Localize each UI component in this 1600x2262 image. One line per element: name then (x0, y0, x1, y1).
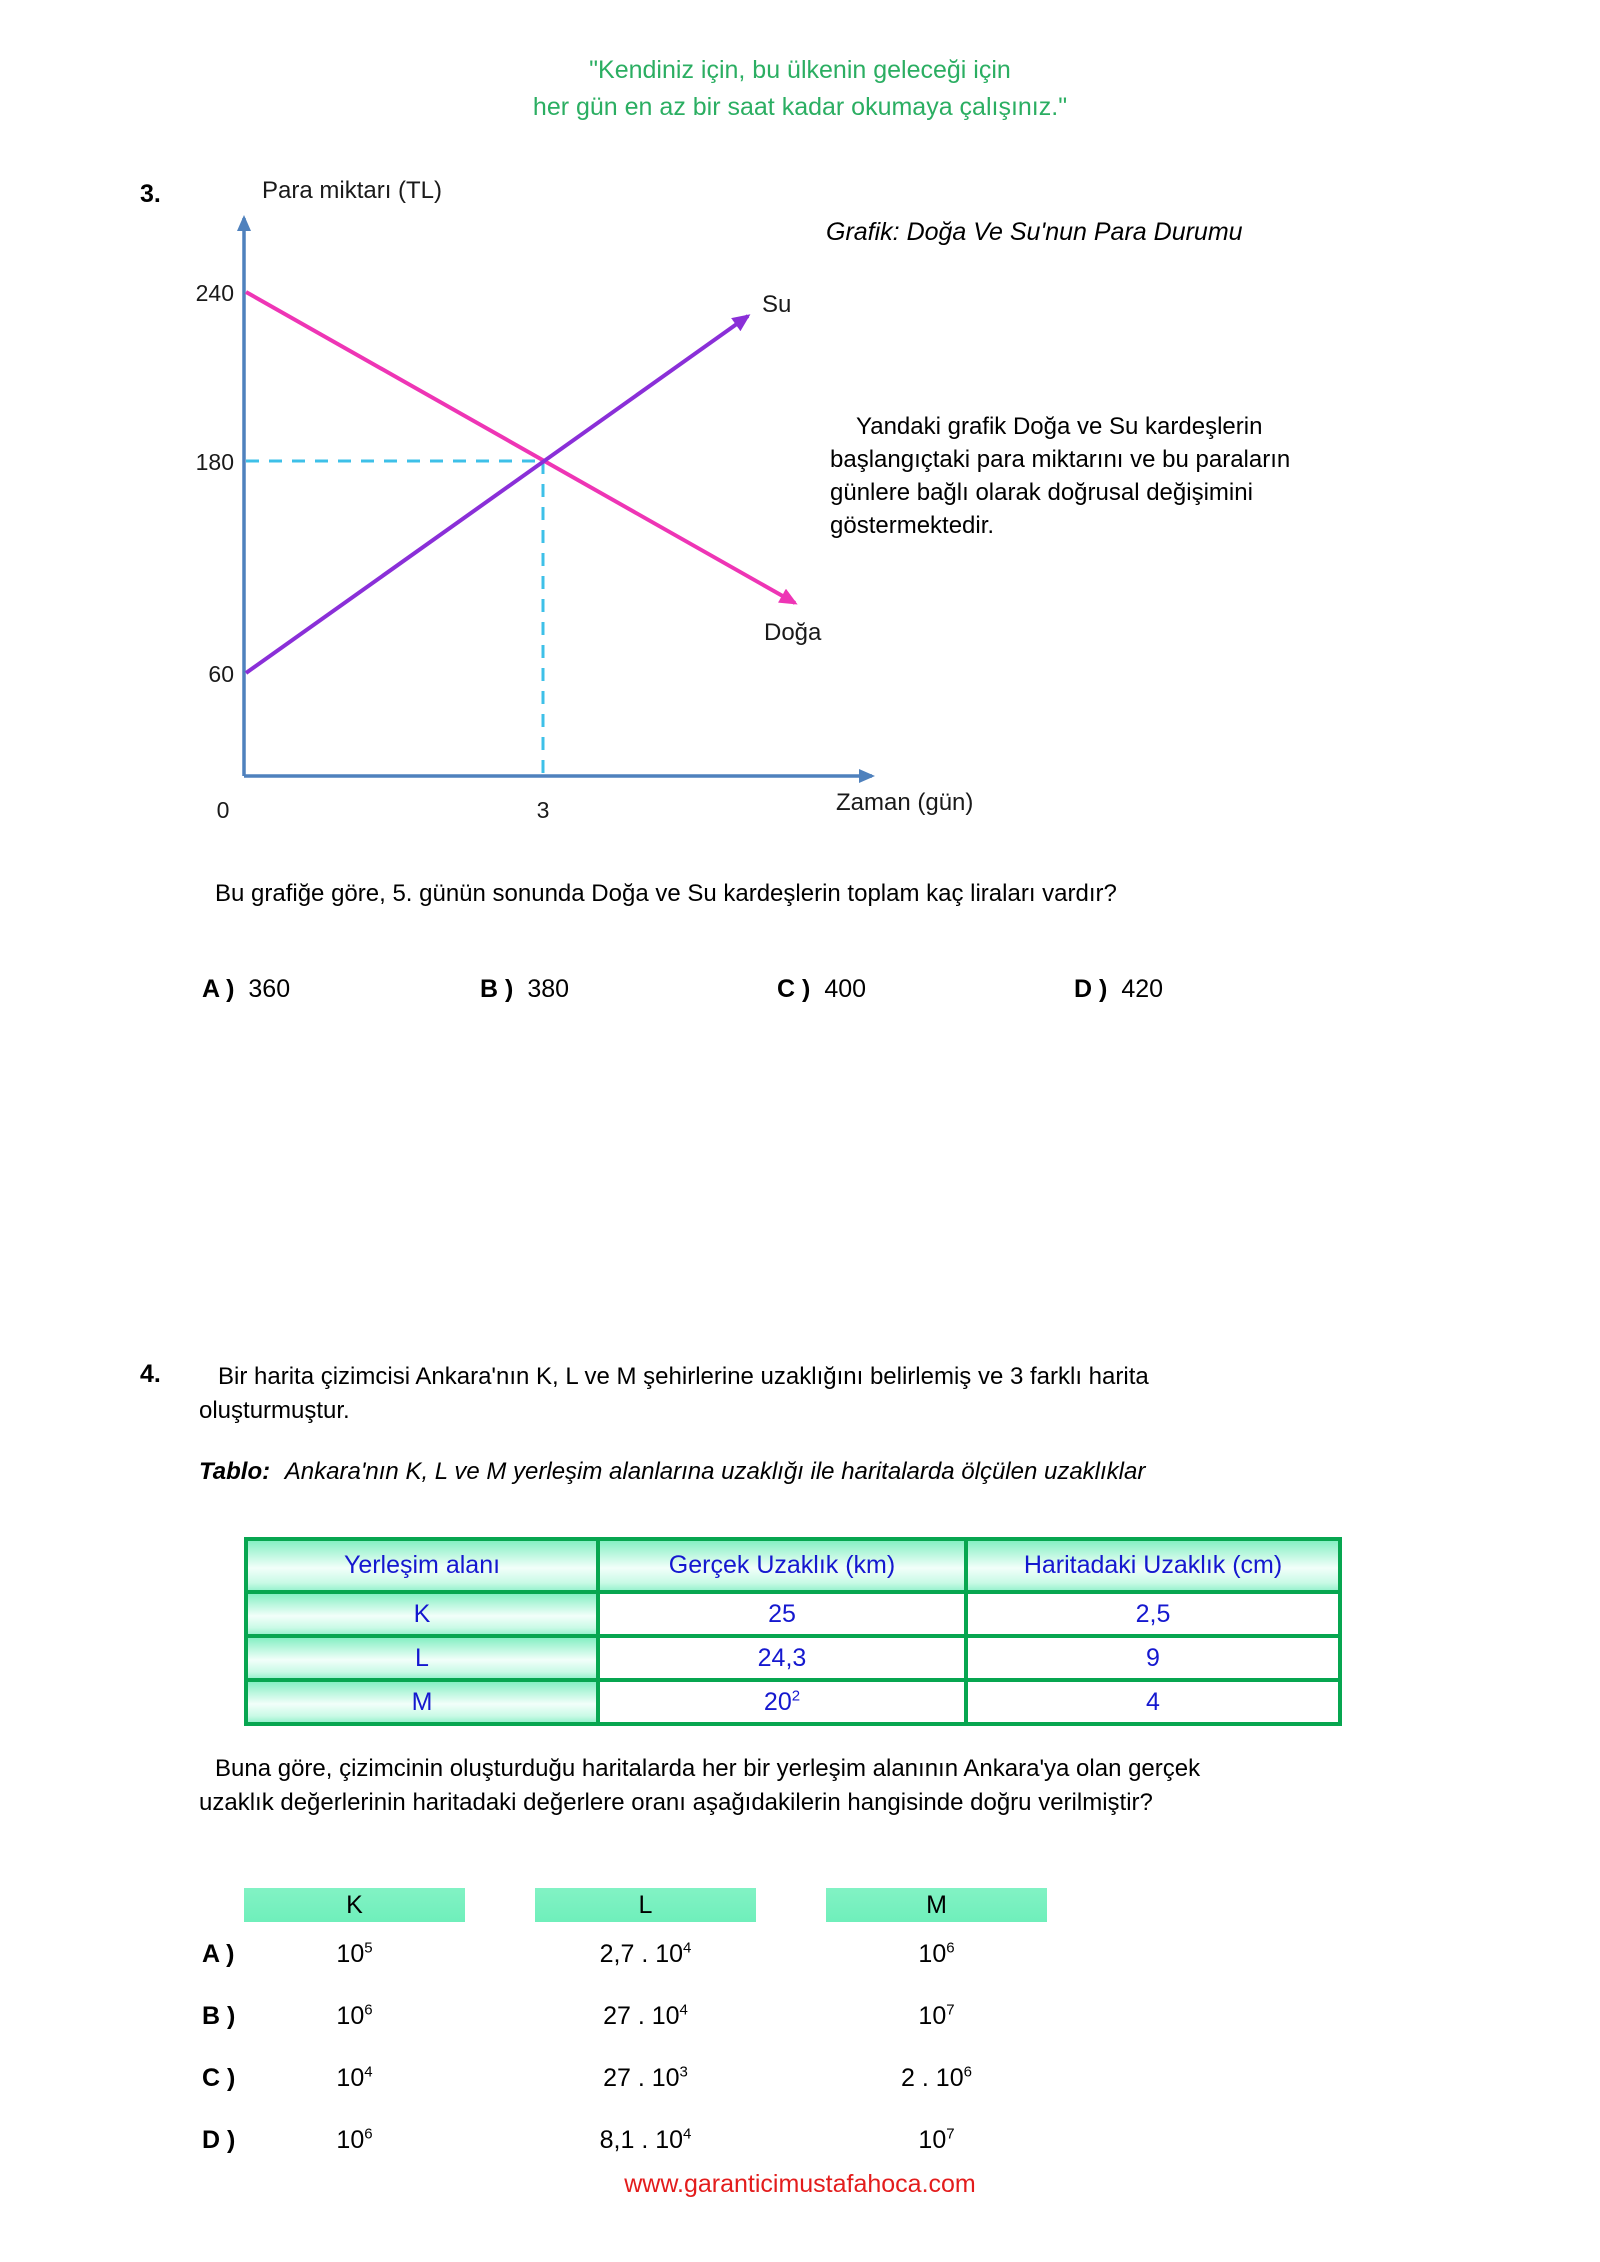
value-base: 10 (336, 2002, 365, 2030)
value-base: 10 (336, 2064, 365, 2092)
q3-option-a-value: 360 (248, 975, 291, 1003)
q4-option-a-letter: A ) (202, 1940, 235, 1968)
table-cell-name: K (246, 1592, 598, 1636)
q4-option-c-m (826, 2064, 1047, 2093)
q4-option-a-m (826, 1940, 1047, 1969)
table-cell-real (598, 1680, 966, 1724)
x-axis-label: Zaman (gün) (836, 789, 974, 816)
table-header-row (246, 1539, 1340, 1592)
value-base: 25 (768, 1599, 796, 1628)
value-base: 10 (918, 2002, 947, 2030)
table-cell-map: 4 (966, 1680, 1340, 1724)
q3-option-d-value: 420 (1121, 975, 1164, 1003)
table-row (246, 1592, 1340, 1636)
header-quote-line1: "Kendiniz için, bu ülkenin geleceği için (589, 56, 1011, 84)
q3-option-b (480, 975, 569, 1004)
value-sup: 4 (683, 1939, 692, 1957)
q4-question-line: uzaklık değerlerinin haritadaki değerlere oranı aşağıdakilerin hangisinde doğru verilmiştir? (199, 1789, 1153, 1816)
q3-question: Bu grafiğe göre, 5. günün sonunda Doğa ve Su kardeşlerin toplam kaç liraları vardır? (215, 880, 1117, 907)
q4-number: 4. (140, 1360, 161, 1388)
q3-graph-title: Grafik: Doğa Ve Su'nun Para Durumu (826, 218, 1243, 246)
q3-option-d-letter: D ) (1074, 975, 1108, 1003)
q4-option-c-l (535, 2064, 756, 2093)
su-series-line (246, 316, 748, 673)
value-sup: 6 (946, 1939, 955, 1957)
footer-url: www.garanticimustafahoca.com (624, 2170, 976, 2198)
answer-header-k: K (244, 1888, 465, 1922)
q4-option-b-k (244, 2002, 465, 2031)
y-axis-label: Para miktarı (TL) (262, 177, 443, 204)
q3-option-d (1074, 975, 1163, 1004)
q4-option-b-l (535, 2002, 756, 2031)
value-sup: 2 (791, 1687, 801, 1705)
doga-series-label: Doğa (764, 619, 822, 646)
answer-header-m: M (826, 1888, 1047, 1922)
value-base: 2 . 10 (901, 2064, 964, 2092)
value-sup: 6 (963, 2063, 972, 2081)
value-base: 8,1 . 10 (599, 2126, 684, 2154)
value-base: 27 . 10 (603, 2002, 680, 2030)
q3-option-a (202, 975, 290, 1004)
table-cell-name: M (246, 1680, 598, 1724)
value-sup: 5 (364, 1939, 373, 1957)
q3-paragraph (830, 410, 1290, 542)
value-sup: 6 (364, 2125, 373, 2143)
value-base: 24,3 (757, 1643, 807, 1672)
q4-option-c-k (244, 2064, 465, 2093)
x-tick-3: 3 (536, 797, 550, 823)
value-base: 20 (763, 1687, 792, 1716)
q3-paragraph-line: göstermektedir. (830, 512, 995, 539)
q4-intro-line: oluşturmuştur. (199, 1397, 350, 1424)
q3-option-b-value: 380 (527, 975, 570, 1003)
value-sup: 6 (364, 2001, 373, 2019)
table-cell-map: 2,5 (966, 1592, 1340, 1636)
q4-option-b-letter: B ) (202, 2002, 236, 2030)
q3-paragraph-line: Yandaki grafik Doğa ve Su kardeşlerin (856, 413, 1263, 440)
value-base: 2,7 . 10 (599, 1940, 684, 1968)
value-sup: 7 (946, 2125, 955, 2143)
q3-paragraph-line: başlangıçtaki para miktarını ve bu paraların (830, 446, 1291, 473)
distances-table (244, 1537, 1342, 1726)
value-base: 10 (336, 2126, 365, 2154)
value-sup: 7 (946, 2001, 955, 2019)
q3-paragraph-line: günlere bağlı olarak doğrusal değişimini (830, 479, 1253, 506)
q3-option-b-letter: B ) (480, 975, 514, 1003)
value-base: 27 . 10 (603, 2064, 680, 2092)
value-sup: 4 (364, 2063, 373, 2081)
table-header-settlement: Yerleşim alanı (246, 1539, 598, 1592)
q3-number: 3. (140, 180, 161, 208)
q4-table-caption-label: Tablo: (199, 1458, 271, 1485)
x-tick-0: 0 (216, 797, 230, 823)
q4-option-a-k (244, 1940, 465, 1969)
q3-option-c (777, 975, 866, 1004)
q4-option-d-l (535, 2126, 756, 2155)
table-header-map-distance: Haritadaki Uzaklık (cm) (966, 1539, 1340, 1592)
header-quote-line2: her gün en az bir saat kadar okumaya çalışınız." (532, 93, 1068, 121)
doga-series-line (246, 292, 795, 603)
q4-option-c-letter: C ) (202, 2064, 236, 2092)
value-sup: 4 (679, 2001, 688, 2019)
value-base: 10 (336, 1940, 365, 1968)
table-row (246, 1636, 1340, 1680)
su-series-label: Su (762, 291, 792, 318)
q4-option-a-l (535, 1940, 756, 1969)
value-base: 10 (918, 2126, 947, 2154)
value-sup: 3 (679, 2063, 688, 2081)
q4-intro-line: Bir harita çizimcisi Ankara'nın K, L ve M şehirlerine uzaklığını belirlemiş ve 3 farklı harita (218, 1363, 1149, 1390)
y-tick-60: 60 (208, 661, 234, 687)
q4-option-d-m (826, 2126, 1047, 2155)
value-base: 10 (918, 1940, 947, 1968)
q4-table-caption-text: Ankara'nın K, L ve M yerleşim alanlarına uzaklığı ile haritalarda ölçülen uzaklıklar (284, 1458, 1146, 1485)
q3-option-c-value: 400 (824, 975, 867, 1003)
answer-header-l: L (535, 1888, 756, 1922)
table-row (246, 1680, 1340, 1724)
value-sup: 4 (683, 2125, 692, 2143)
table-header-real-distance: Gerçek Uzaklık (km) (598, 1539, 966, 1592)
q4-option-d-letter: D ) (202, 2126, 236, 2154)
table-cell-real (598, 1636, 966, 1680)
y-tick-180: 180 (195, 449, 234, 475)
table-cell-name: L (246, 1636, 598, 1680)
q3-option-a-letter: A ) (202, 975, 235, 1003)
q4-question (199, 1752, 1200, 1820)
q3-option-c-letter: C ) (777, 975, 811, 1003)
header-quote (0, 52, 1600, 126)
q4-option-b-m (826, 2002, 1047, 2031)
q4-table-caption (199, 1458, 1145, 1486)
q4-question-line: Buna göre, çizimcinin oluşturduğu haritalarda her bir yerleşim alanının Ankara'ya olan gerçek (215, 1755, 1201, 1782)
y-tick-240: 240 (195, 280, 234, 306)
q4-option-d-k (244, 2126, 465, 2155)
table-cell-map: 9 (966, 1636, 1340, 1680)
table-cell-real (598, 1592, 966, 1636)
q4-intro (199, 1360, 1149, 1428)
